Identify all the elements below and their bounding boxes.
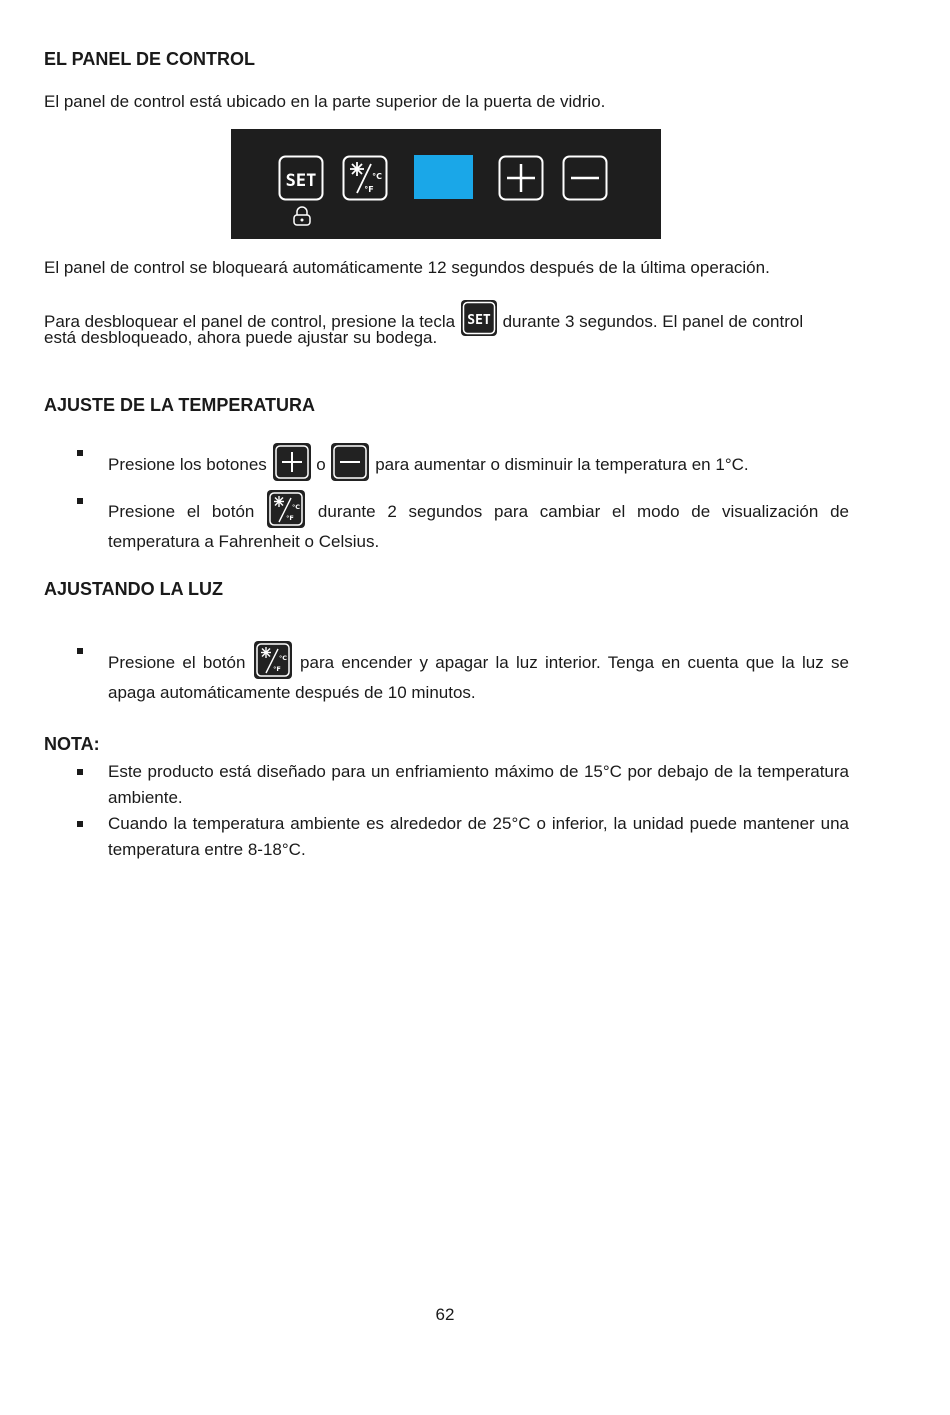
lock-text: El panel de control se bloqueará automáticamente 12 segundos después de la última operación. xyxy=(44,258,770,277)
bullet-icon xyxy=(77,450,83,456)
heading-temperature: AJUSTE DE LA TEMPERATURA xyxy=(44,395,316,415)
list-item: Presione el botón °C °F para encender y apagar la luz interior. Tenga en cuenta que la luz se apaga automáticamente después de 10 minutos. xyxy=(44,618,850,692)
heading-control-panel: EL PANEL DE CONTROL xyxy=(44,49,256,69)
light-unit-inline-icon xyxy=(253,640,293,680)
bullet-icon xyxy=(77,498,83,504)
plus-button-icon xyxy=(498,155,544,201)
unlock-text: Para desbloquear el panel de control, presione la tecla SET durante 3 segundos. El panel de control xyxy=(44,299,850,337)
light-unit-inline-icon xyxy=(266,489,306,529)
control-panel-image xyxy=(231,129,661,239)
list-item: Presione el botón °C °F durante 2 segundos para cambiar el modo de visualización de temperatura a Fahrenheit o Celsius. xyxy=(44,468,850,542)
minus-button-icon xyxy=(562,155,608,201)
page-number: 62 xyxy=(435,1305,455,1324)
bullet-icon xyxy=(77,648,83,654)
set-button-icon xyxy=(278,155,324,201)
bullet-icon xyxy=(77,769,83,775)
svg-text:°F: °F xyxy=(364,185,374,194)
svg-text:°C: °C xyxy=(292,503,301,511)
svg-text:°C: °C xyxy=(372,172,382,181)
heading-note: NOTA: xyxy=(44,734,100,754)
list-item: Presione los botones o para aumentar o disminuir la temperatura en 1°C. xyxy=(44,420,850,468)
list-item: Cuando la temperatura ambiente es alrededor de 25°C o inferior, la unidad puede mantener una temperatura entre 8-18°C. xyxy=(44,811,850,863)
lock-icon xyxy=(291,205,313,227)
light-unit-button-icon xyxy=(342,155,388,201)
svg-text:°F: °F xyxy=(272,665,281,673)
svg-text:°F: °F xyxy=(286,514,295,522)
svg-text:°C: °C xyxy=(278,654,287,662)
bullet-icon xyxy=(77,821,83,827)
intro-text: El panel de control está ubicado en la parte superior de la puerta de vidrio. xyxy=(44,92,606,111)
unlock-text-line2: está desbloqueado, ahora puede ajustar su bodega. xyxy=(44,328,438,347)
temperature-display xyxy=(414,155,473,199)
list-item: Este producto está diseñado para un enfriamiento máximo de 15°C por debajo de la temperatura ambiente. xyxy=(44,759,850,811)
set-label: SET xyxy=(285,171,317,191)
svg-text:SET: SET xyxy=(467,313,491,328)
heading-light: AJUSTANDO LA LUZ xyxy=(44,579,223,599)
